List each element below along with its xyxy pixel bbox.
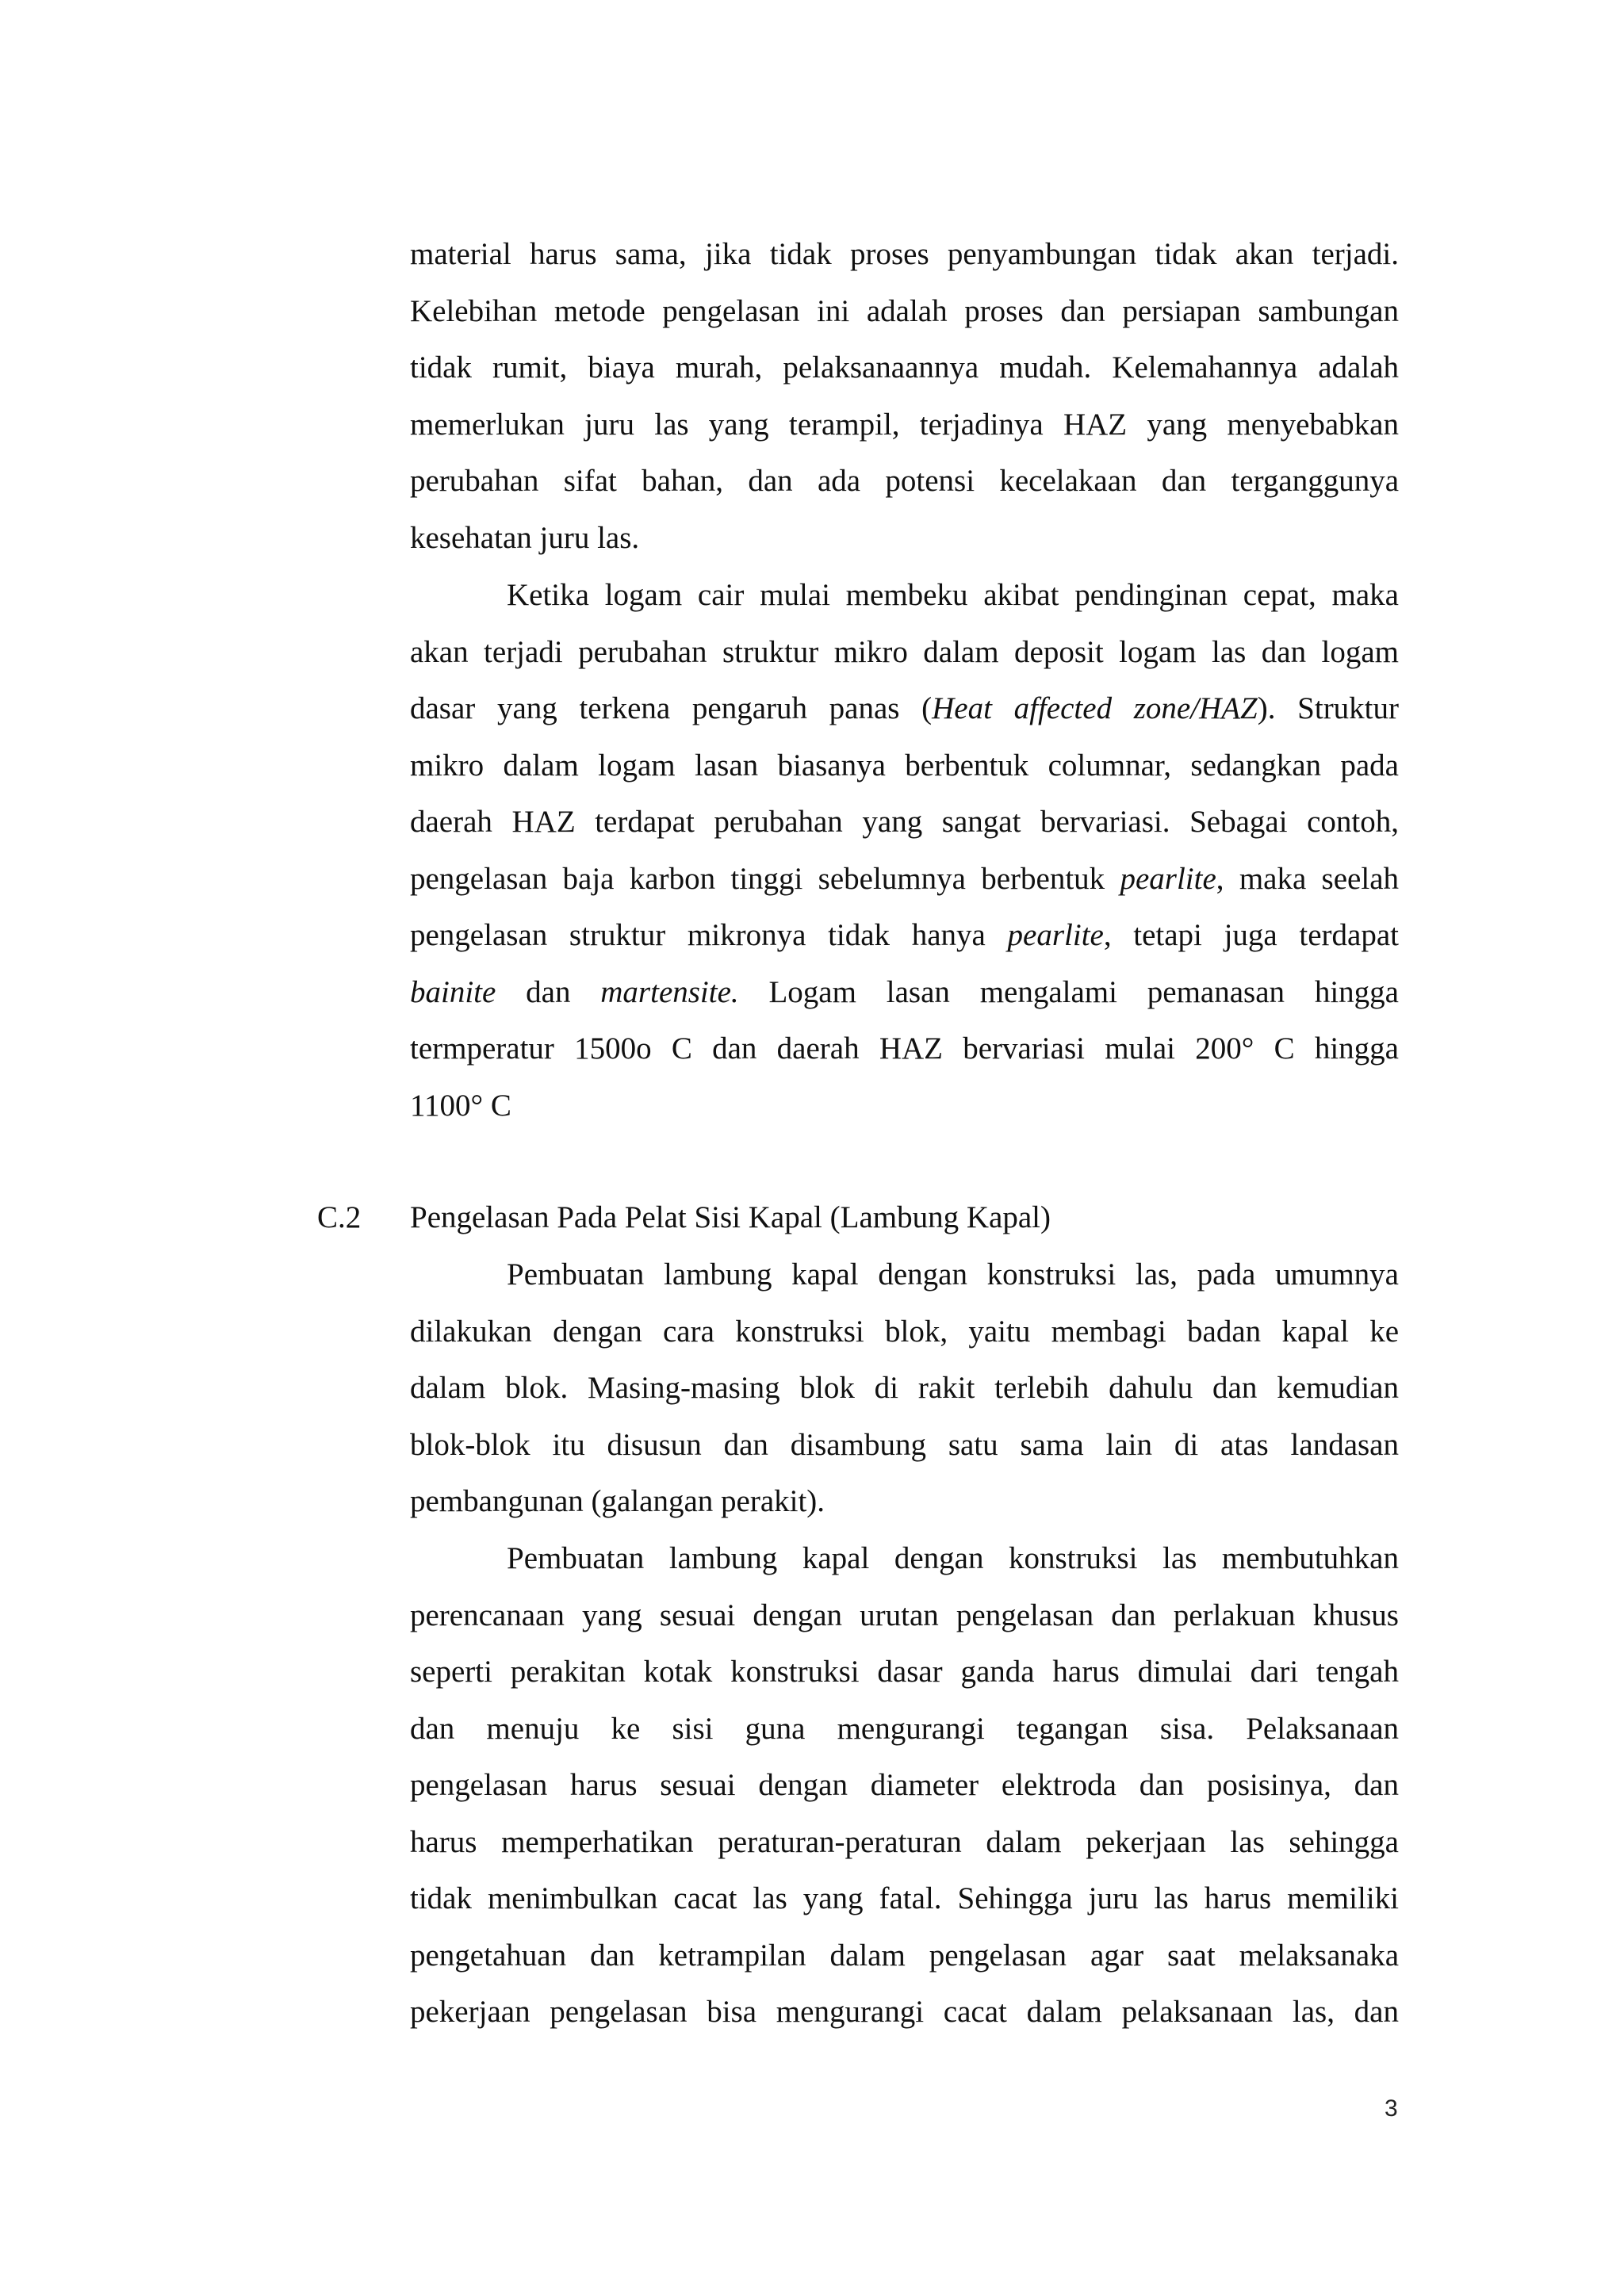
- text-line: dan menuju ke sisi guna mengurangi tegangan sisa. Pelaksanaan: [410, 1711, 1399, 1746]
- text-span: , maka seelah: [1216, 861, 1400, 896]
- italic-term: bainite: [410, 974, 496, 1009]
- text-span: dasar yang terkena pengaruh panas (: [410, 691, 933, 725]
- text-line: [410, 964, 1399, 1021]
- text-line: daerah HAZ terdapat perubahan yang sangat bervariasi. Sebagai contoh,: [410, 805, 1399, 839]
- text-span: dan: [496, 974, 601, 1009]
- text-line: [410, 851, 1399, 908]
- text-line: Pembuatan lambung kapal dengan konstruksi las membutuhkan: [507, 1541, 1399, 1575]
- section-number: C.2: [317, 1200, 362, 1234]
- text-line: akan terjadi perubahan struktur mikro dalam deposit logam las dan logam: [410, 634, 1399, 669]
- text-line: harus memperhatikan peraturan-peraturan dalam pekerjaan las sehingga: [410, 1824, 1399, 1859]
- section-heading: [317, 1189, 1427, 1246]
- text-line: [410, 680, 1399, 737]
- text-line: termperatur 1500o C dan daerah HAZ bervariasi mulai 200° C hingga: [410, 1031, 1399, 1066]
- text-span: ). Struktur: [1257, 691, 1400, 725]
- text-line: Ketika logam cair mulai membeku akibat pendinginan cepat, maka: [507, 578, 1399, 612]
- text-line: tidak menimbulkan cacat las yang fatal. Sehingga juru las harus memiliki: [410, 1881, 1399, 1915]
- paragraph-3: [410, 1246, 1399, 1530]
- text-span: Logam lasan mengalami pemanasan hingga: [738, 974, 1399, 1009]
- text-line: pembangunan (galangan perakit).: [410, 1484, 825, 1518]
- text-span: pengelasan struktur mikronya tidak hanya: [410, 918, 1008, 952]
- italic-term: pearlite: [1120, 861, 1216, 896]
- paragraph-2: [410, 567, 1399, 1134]
- text-line: mikro dalam logam lasan biasanya berbentuk columnar, sedangkan pada: [410, 748, 1399, 783]
- section-title: Pengelasan Pada Pelat Sisi Kapal (Lambung Kapal): [410, 1200, 1051, 1234]
- text-span: pengelasan baja karbon tinggi sebelumnya berbentuk: [410, 861, 1120, 896]
- text-line: memerlukan juru las yang terampil, terjadinya HAZ yang menyebabkan: [410, 407, 1399, 442]
- text-line: perubahan sifat bahan, dan ada potensi kecelakaan dan terganggunya: [410, 464, 1399, 498]
- text-line: dilakukan dengan cara konstruksi blok, yaitu membagi badan kapal ke: [410, 1314, 1399, 1349]
- text-line: kesehatan juru las.: [410, 520, 640, 555]
- italic-term: pearlite: [1007, 918, 1104, 952]
- text-line: tidak rumit, biaya murah, pelaksanaannya mudah. Kelemahannya adalah: [410, 350, 1399, 385]
- text-line: pekerjaan pengelasan bisa mengurangi cacat dalam pelaksanaan las, dan: [410, 1995, 1399, 2029]
- text-line: Pembuatan lambung kapal dengan konstruksi las, pada umumnya: [507, 1257, 1399, 1292]
- text-line: perencanaan yang sesuai dengan urutan pengelasan dan perlakuan khusus: [410, 1598, 1399, 1632]
- text-line: pengetahuan dan ketrampilan dalam pengelasan agar saat melaksanaka: [410, 1938, 1399, 1973]
- text-line: seperti perakitan kotak konstruksi dasar ganda harus dimulai dari tengah: [410, 1655, 1399, 1689]
- text-line: Kelebihan metode pengelasan ini adalah proses dan persiapan sambungan: [410, 293, 1399, 328]
- text-line: pengelasan harus sesuai dengan diameter elektroda dan posisinya, dan: [410, 1768, 1399, 1802]
- text-line: material harus sama, jika tidak proses penyambungan tidak akan terjadi.: [410, 237, 1399, 271]
- text-line: [410, 907, 1399, 964]
- text-span: , tetapi juga terdapat: [1103, 918, 1399, 952]
- italic-term: martensite.: [600, 974, 739, 1009]
- text-line: dalam blok. Masing-masing blok di rakit terlebih dahulu dan kemudian: [410, 1371, 1399, 1405]
- text-line: 1100° C: [410, 1088, 511, 1123]
- text-line: blok-blok itu disusun dan disambung satu sama lain di atas landasan: [410, 1427, 1399, 1462]
- page-number: 3: [1385, 2095, 1398, 2122]
- paragraph-1: [410, 226, 1399, 566]
- italic-term: Heat affected zone/HAZ: [932, 691, 1258, 725]
- paragraph-4: [410, 1530, 1399, 2041]
